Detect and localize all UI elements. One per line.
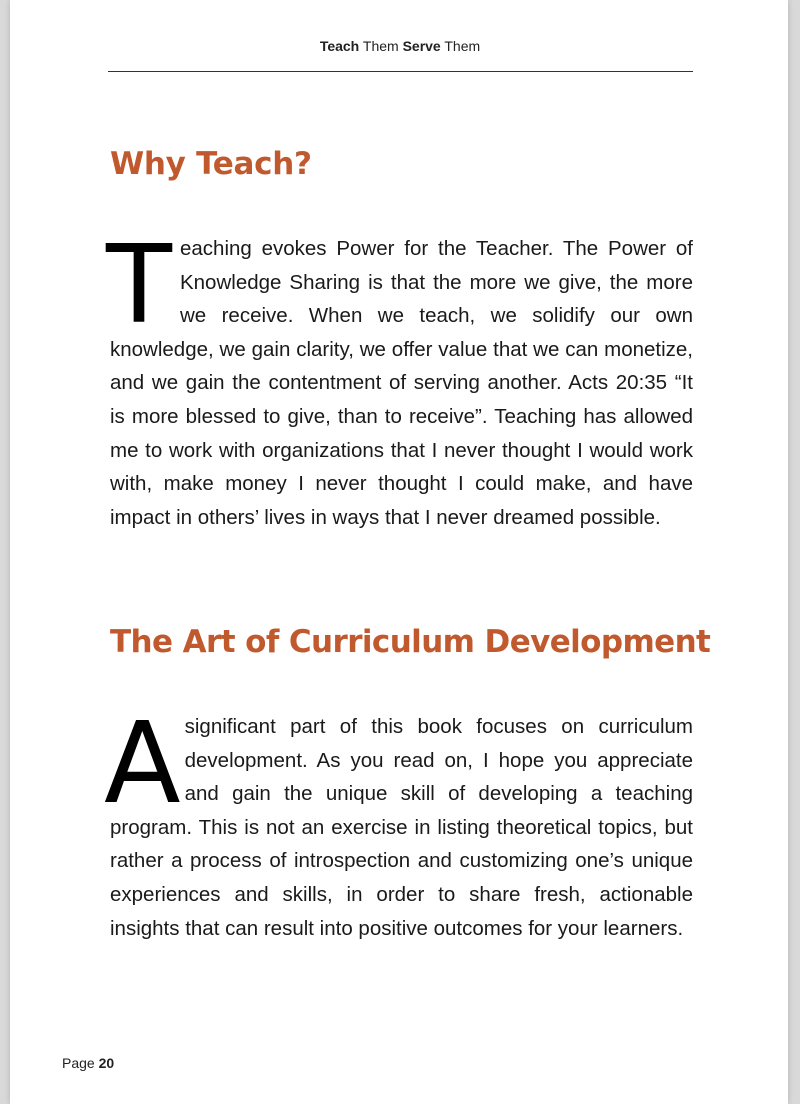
drop-cap: A [104,699,181,829]
section-heading-curriculum: The Art of Curriculum Development [110,624,711,660]
header-word-them-2: Them [444,38,481,54]
section-heading-why-teach: Why Teach? [110,146,312,182]
page-footer [62,1055,114,1071]
header-word-teach: Teach [319,38,360,54]
body-text: eaching evokes Power for the Teacher. The Power of Knowledge Sharing is that the more we give, the more we receive. When we teach, we solidify our own knowledge, we gain clarity, we offer value that we can monetize, and we gain the contentment of serving another. Acts 20:35 “It is more blessed to give, than to receive”. Teaching has allowed me to work with organizations that I never thought I would work with, make money I never thought I could make, and have impact in others’ lives in ways that I never dreamed possible. [110,237,693,529]
header-rule [108,71,693,72]
drop-cap: T [106,223,172,348]
page-label: Page [62,1055,95,1071]
header-word-them-1: Them [362,38,399,54]
section-body-curriculum [104,699,693,945]
header-word-serve: Serve [402,38,441,54]
section-body-why-teach [106,223,693,534]
body-text: significant part of this book focuses on curriculum development. As you read on, I hope you appreciate and gain the unique skill of developing a teaching program. This is not an exercise in listing theoretical topics, but rather a process of introspection and customizing one’s unique experiences and skills, in order to share fresh, actionable insights that can result into positive outcomes for your learners. [110,715,693,940]
page-number: 20 [98,1055,115,1071]
running-header [0,38,800,54]
